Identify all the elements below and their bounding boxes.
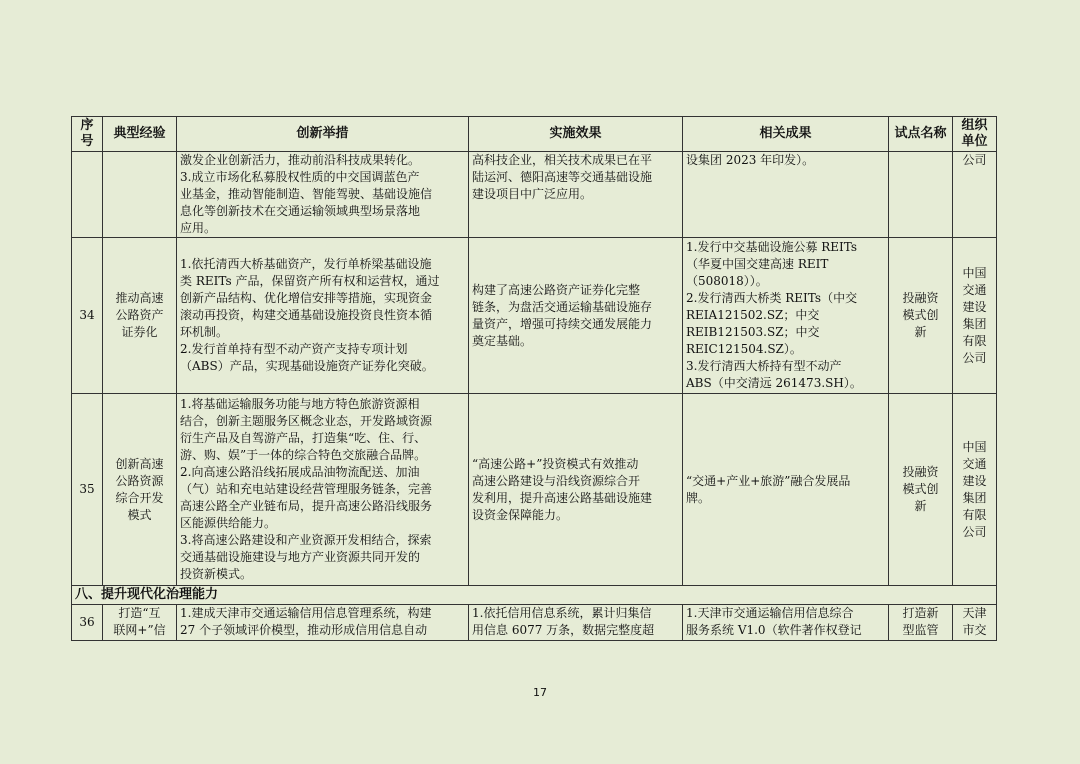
text-line: （508018））。 xyxy=(686,274,768,288)
text-line: “交通+产业+旅游”融合发展品 xyxy=(686,473,851,488)
row-measures xyxy=(177,394,469,586)
text-line: 公司 xyxy=(962,350,987,365)
text-line: 有限 xyxy=(962,333,987,348)
text-line: 模式创 xyxy=(902,482,939,496)
header-org: 组织单位 xyxy=(953,117,997,152)
row-effects xyxy=(469,394,683,586)
text-line: 量资产，增强可持续交通发展能力 xyxy=(472,316,653,331)
text-line: 新 xyxy=(914,325,927,339)
text-line: 1.建成天津市交通运输信用信息管理系统，构建 xyxy=(180,606,432,620)
text-line: （华夏中国交建高速 REIT xyxy=(686,257,829,271)
text-line: 3.发行清西大桥持有型不动产 xyxy=(686,359,842,373)
section-row xyxy=(72,586,997,605)
text-line: 型监管 xyxy=(902,623,939,637)
text-line: 奠定基础。 xyxy=(472,333,533,348)
text-line: 设资金保障能力。 xyxy=(472,507,569,522)
text-line: 公司 xyxy=(962,153,987,167)
text-line: 高速公路建设与沿线资源综合开 xyxy=(472,473,641,488)
text-line: 1.天津市交通运输信用信息综合 xyxy=(686,606,854,620)
text-line: 发利用，提升高速公路基础设施建 xyxy=(472,490,653,505)
text-line: REIA121502.SZ；中交 xyxy=(686,308,820,322)
row-seq: 36 xyxy=(72,605,103,641)
header-pilot: 试点名称 xyxy=(889,117,953,152)
text-line: ABS（中交清远 261473.SH）。 xyxy=(686,376,862,390)
text-line: 打造新 xyxy=(902,606,939,620)
continued-org xyxy=(953,152,997,238)
text-line: 1.发行中交基础设施公募 REITs xyxy=(686,240,858,254)
row-org xyxy=(953,238,997,394)
text-line: 设集团 2023 年印发）。 xyxy=(686,153,815,167)
text-line: 市交 xyxy=(962,623,987,637)
text-line: 2.发行首单持有型不动产资产支持专项计划 xyxy=(180,342,408,356)
text-line: 中国 xyxy=(962,265,987,280)
text-line: 业基金，推动智能制造、智能驾驶、基础设施信 xyxy=(180,187,433,201)
text-line: 陆运河、德阳高速等交通基础设施 xyxy=(472,170,653,184)
text-line: “高速公路+”投资模式有效推动 xyxy=(472,456,639,471)
text-line: 交通 xyxy=(962,456,987,471)
text-line: 投融资 xyxy=(902,291,939,305)
text-line: 有限 xyxy=(962,507,987,522)
text-line: 高速公路全产业链布局，提升高速公路沿线服务 xyxy=(180,499,433,513)
text-line: 1.依托信用信息系统，累计归集信 xyxy=(472,606,652,620)
text-line: 交通基础设施建设与地方产业资源共同开发的 xyxy=(180,550,421,564)
header-measures: 创新举措 xyxy=(177,117,469,152)
text-line: 投融资 xyxy=(902,465,939,479)
row-experience xyxy=(103,394,177,586)
text-line: （气）站和充电站建设经营管理服务链条，完善 xyxy=(180,482,433,496)
row-results xyxy=(683,605,889,641)
text-line: 环机制。 xyxy=(180,325,229,339)
text-line: 1.将基础运输服务功能与地方特色旅游资源相 xyxy=(180,397,420,411)
text-line: 链条，为盘活交通运输基础设施存 xyxy=(472,299,653,314)
text-line: 高科技企业，相关技术成果已在平 xyxy=(472,153,653,167)
continued-results xyxy=(683,152,889,238)
text-line: 证券化 xyxy=(121,325,158,339)
row-seq: 34 xyxy=(72,238,103,394)
row-pilot xyxy=(889,238,953,394)
table-row-continued xyxy=(72,152,997,238)
table-row-34 xyxy=(72,238,997,394)
text-line: 模式创 xyxy=(902,308,939,322)
text-line: （ABS）产品，实现基础设施资产证券化突破。 xyxy=(180,359,434,373)
text-line: 综合开发 xyxy=(115,490,164,505)
row-org xyxy=(953,605,997,641)
text-line: 建设项目中广泛应用。 xyxy=(472,187,593,201)
text-line: 游、购、娱”于一体的综合特色交旅融合品牌。 xyxy=(180,448,427,462)
row-seq: 35 xyxy=(72,394,103,586)
text-line: 结合，创新主题服务区概念业态，开发路域资源 xyxy=(180,414,433,428)
text-line: 联网+”信 xyxy=(113,623,166,637)
text-line: 交通 xyxy=(962,282,987,297)
header-results: 相关成果 xyxy=(683,117,889,152)
text-line: 新 xyxy=(914,499,927,513)
text-line: 3.成立市场化私募股权性质的中交国调蓝色产 xyxy=(180,170,420,184)
text-line: 激发企业创新活力，推动前沿科技成果转化。 xyxy=(180,153,421,167)
text-line: 服务系统 V1.0（软件著作权登记 xyxy=(686,623,862,637)
text-line: 3.将高速公路建设和产业资源开发相结合，探索 xyxy=(180,533,432,547)
continued-measures xyxy=(177,152,469,238)
text-line: 牌。 xyxy=(686,490,711,505)
text-line: 集团 xyxy=(962,316,987,331)
text-line: 2.向高速公路沿线拓展成品油物流配送、加油 xyxy=(180,465,420,479)
text-line: 公路资产 xyxy=(115,308,164,322)
text-line: REIC121504.SZ）。 xyxy=(686,342,802,356)
table-row-35 xyxy=(72,394,997,586)
text-line: 类 REITs 产品，保留资产所有权和运营权，通过 xyxy=(180,274,440,288)
text-line: 1.依托清西大桥基础资产，发行单桥梁基础设施 xyxy=(180,257,432,271)
text-line: 27 个子领域评价模型，推动形成信用信息自动 xyxy=(180,623,428,637)
row-org xyxy=(953,394,997,586)
section-title: 八、提升现代化治理能力 xyxy=(72,586,997,605)
text-line: 2.发行清西大桥类 REITs（中交 xyxy=(686,291,858,305)
page-number: 17 xyxy=(533,686,547,699)
text-line: 滚动再投资，构建交通基础设施投资良性资本循 xyxy=(180,308,433,322)
text-line: 用信息 6077 万条，数据完整度超 xyxy=(472,623,655,637)
text-line: 天津 xyxy=(962,606,987,620)
row-measures xyxy=(177,238,469,394)
text-line: 推动高速 xyxy=(115,291,164,305)
text-line: 创新产品结构、优化增信安排等措施，实现资金 xyxy=(180,291,433,305)
text-line: 构建了高速公路资产证券化完整 xyxy=(472,282,641,297)
continued-effects xyxy=(469,152,683,238)
text-line: 公司 xyxy=(962,524,987,539)
row-effects xyxy=(469,238,683,394)
row-pilot xyxy=(889,394,953,586)
text-line: 模式 xyxy=(127,507,152,522)
text-line: 建设 xyxy=(962,299,987,314)
header-seq: 序号 xyxy=(72,117,103,152)
text-line: 集团 xyxy=(962,490,987,505)
row-experience xyxy=(103,238,177,394)
text-line: 区能源供给能力。 xyxy=(180,516,277,530)
header-experience: 典型经验 xyxy=(103,117,177,152)
row-effects xyxy=(469,605,683,641)
row-results xyxy=(683,238,889,394)
text-line: 应用。 xyxy=(180,221,217,235)
text-line: 衍生产品及自驾游产品，打造集“吃、住、行、 xyxy=(180,431,427,445)
text-line: 创新高速 xyxy=(115,456,164,471)
text-line: 公路资源 xyxy=(115,473,164,488)
row-pilot xyxy=(889,605,953,641)
header-effects: 实施效果 xyxy=(469,117,683,152)
text-line: REIB121503.SZ；中交 xyxy=(686,325,820,339)
table-row-36 xyxy=(72,605,997,641)
row-measures xyxy=(177,605,469,641)
text-line: 投资新模式。 xyxy=(180,567,253,581)
row-results xyxy=(683,394,889,586)
text-line: 打造“互 xyxy=(118,606,161,620)
text-line: 中国 xyxy=(962,439,987,454)
experience-table xyxy=(71,116,997,641)
table-header-row xyxy=(72,117,997,152)
text-line: 建设 xyxy=(962,473,987,488)
row-experience xyxy=(103,605,177,641)
text-line: 息化等创新技术在交通运输领域典型场景落地 xyxy=(180,204,421,218)
